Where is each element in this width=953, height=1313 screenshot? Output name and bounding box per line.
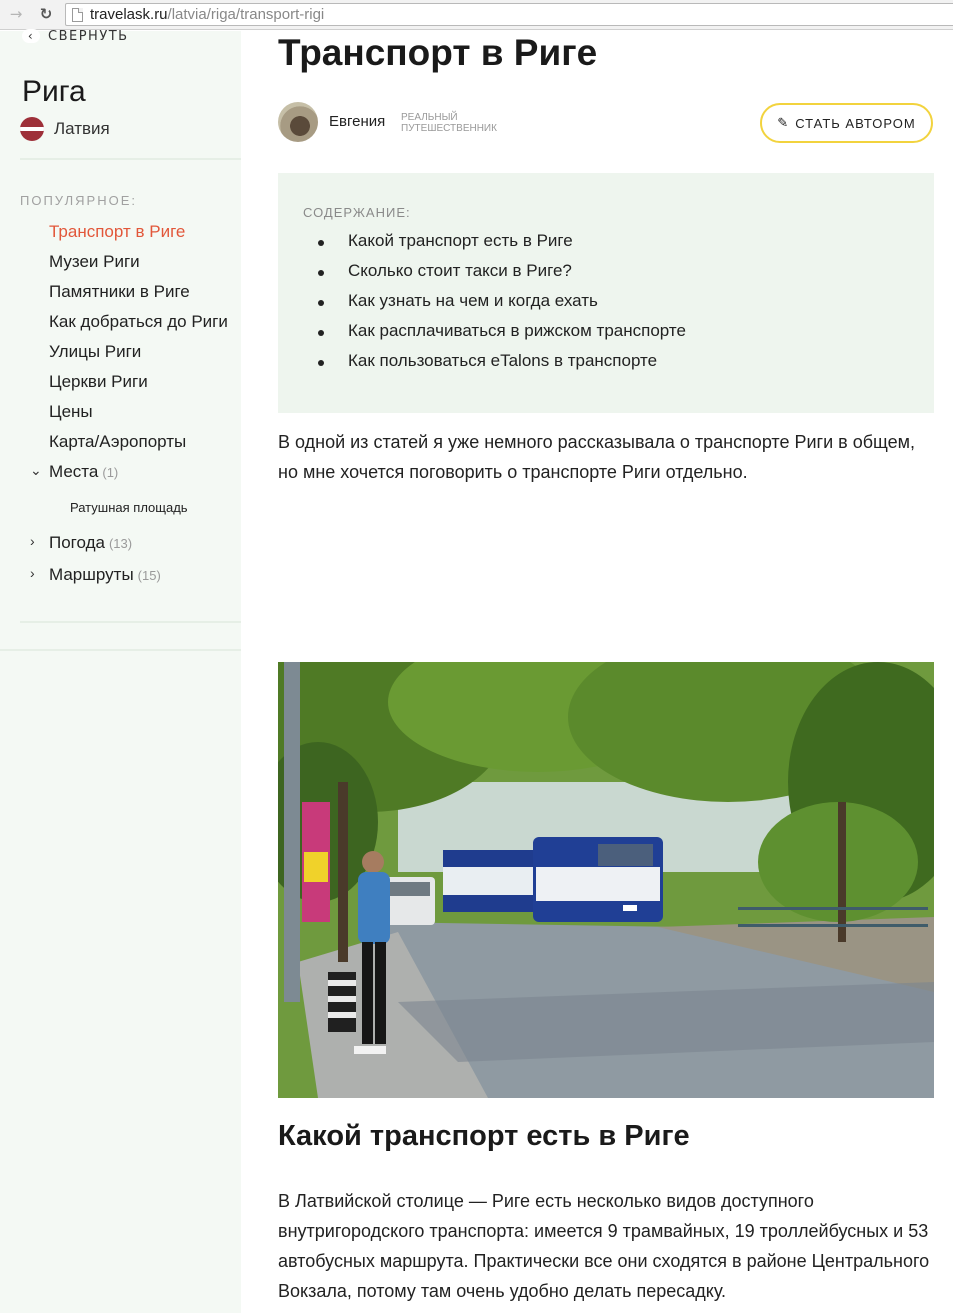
latvia-flag-icon [20, 117, 44, 141]
toc-link[interactable]: Сколько стоит такси в Риге? [348, 261, 572, 280]
tram-photo [278, 662, 934, 1098]
sidebar-item-map-airports[interactable]: Карта/Аэропорты [49, 432, 187, 451]
address-text[interactable] [90, 6, 324, 23]
url-host: travelask.ru [90, 6, 168, 23]
table-of-contents [278, 173, 934, 413]
back-arrow-icon[interactable]: → [9, 5, 23, 23]
chevron-right-icon[interactable]: › [30, 565, 35, 581]
author-name[interactable]: Евгения [329, 113, 386, 130]
sidebar-item-streets[interactable]: Улицы Риги [49, 342, 142, 361]
author-badge [401, 112, 497, 134]
author-avatar[interactable] [278, 102, 318, 142]
sidebar-item-museums[interactable]: Музеи Риги [49, 252, 140, 271]
sidebar-item-weather[interactable] [30, 533, 133, 553]
pencil-icon: ✎ [777, 115, 790, 130]
intro-paragraph: В одной из статей я уже немного рассказывала о транспорте Риги в общем, но мне хочется поговорить о транспорте Риги отдельно. [278, 432, 916, 482]
weather-count: (13) [108, 536, 133, 551]
sidebar-divider [0, 649, 241, 651]
toc-link[interactable]: Как пользоваться eTalons в транспорте [348, 351, 658, 370]
badge-line-1: РЕАЛЬНЫЙ [401, 112, 458, 123]
toc-link[interactable]: Как узнать на чем и когда ехать [348, 291, 598, 310]
sidebar-item-routes[interactable] [30, 565, 161, 585]
badge-line-2: ПУТЕШЕСТВЕННИК [401, 123, 497, 134]
become-author-button[interactable] [760, 103, 933, 143]
sidebar-divider [20, 621, 241, 623]
sidebar-item-churches[interactable]: Церкви Риги [49, 372, 148, 391]
places-label: Места [49, 462, 99, 481]
city-title[interactable]: Рига [22, 75, 86, 108]
country-label: Латвия [54, 119, 110, 138]
section-paragraph: В Латвийской столице — Риге есть несколько видов доступного внутригородского транспорта: имеется 9 трамвайных, 19 троллейбусных и 53 автобусных маршрута. Практически все они сходятся в районе Центрального Вокзала, потому там очень удобно делать пересадку. [278, 1191, 930, 1301]
browser-toolbar [0, 0, 953, 30]
chevron-right-icon[interactable]: › [30, 533, 35, 549]
url-path: /latvia/riga/transport-rigi [167, 6, 325, 23]
toc-link[interactable]: Какой транспорт есть в Риге [348, 231, 573, 250]
sidebar [0, 31, 241, 1313]
address-bar[interactable] [65, 3, 953, 26]
sidebar-subitem-town-hall-square[interactable]: Ратушная площадь [70, 500, 188, 515]
chevron-left-icon: ‹ [22, 29, 40, 43]
weather-label: Погода [49, 533, 105, 552]
collapse-label: СВЕРНУТЬ [48, 29, 129, 44]
reload-icon[interactable]: ↻ [39, 5, 53, 23]
country-link[interactable] [20, 117, 110, 141]
sidebar-item-how-to-get[interactable]: Как добраться до Риги [49, 312, 228, 331]
toc-label: СОДЕРЖАНИЕ: [303, 205, 411, 220]
places-count: (1) [102, 465, 119, 480]
routes-label: Маршруты [49, 565, 134, 584]
section-heading: Какой транспорт есть в Риге [278, 1120, 690, 1152]
chevron-down-icon[interactable]: ⌄ [30, 462, 42, 478]
popular-label: ПОПУЛЯРНОЕ: [20, 193, 137, 208]
routes-count: (15) [137, 568, 161, 583]
become-author-label: СТАТЬ АВТОРОМ [795, 115, 916, 131]
page-icon [72, 8, 83, 22]
toc-link[interactable]: Как расплачиваться в рижском транспорте [348, 321, 686, 340]
sidebar-item-places[interactable] [30, 462, 119, 482]
page-title: Транспорт в Риге [278, 32, 598, 73]
collapse-button[interactable] [22, 29, 129, 44]
sidebar-item-monuments[interactable]: Памятники в Риге [49, 282, 190, 301]
sidebar-divider [20, 158, 241, 160]
sidebar-item-transport[interactable]: Транспорт в Риге [49, 222, 186, 241]
sidebar-item-prices[interactable]: Цены [49, 402, 93, 421]
